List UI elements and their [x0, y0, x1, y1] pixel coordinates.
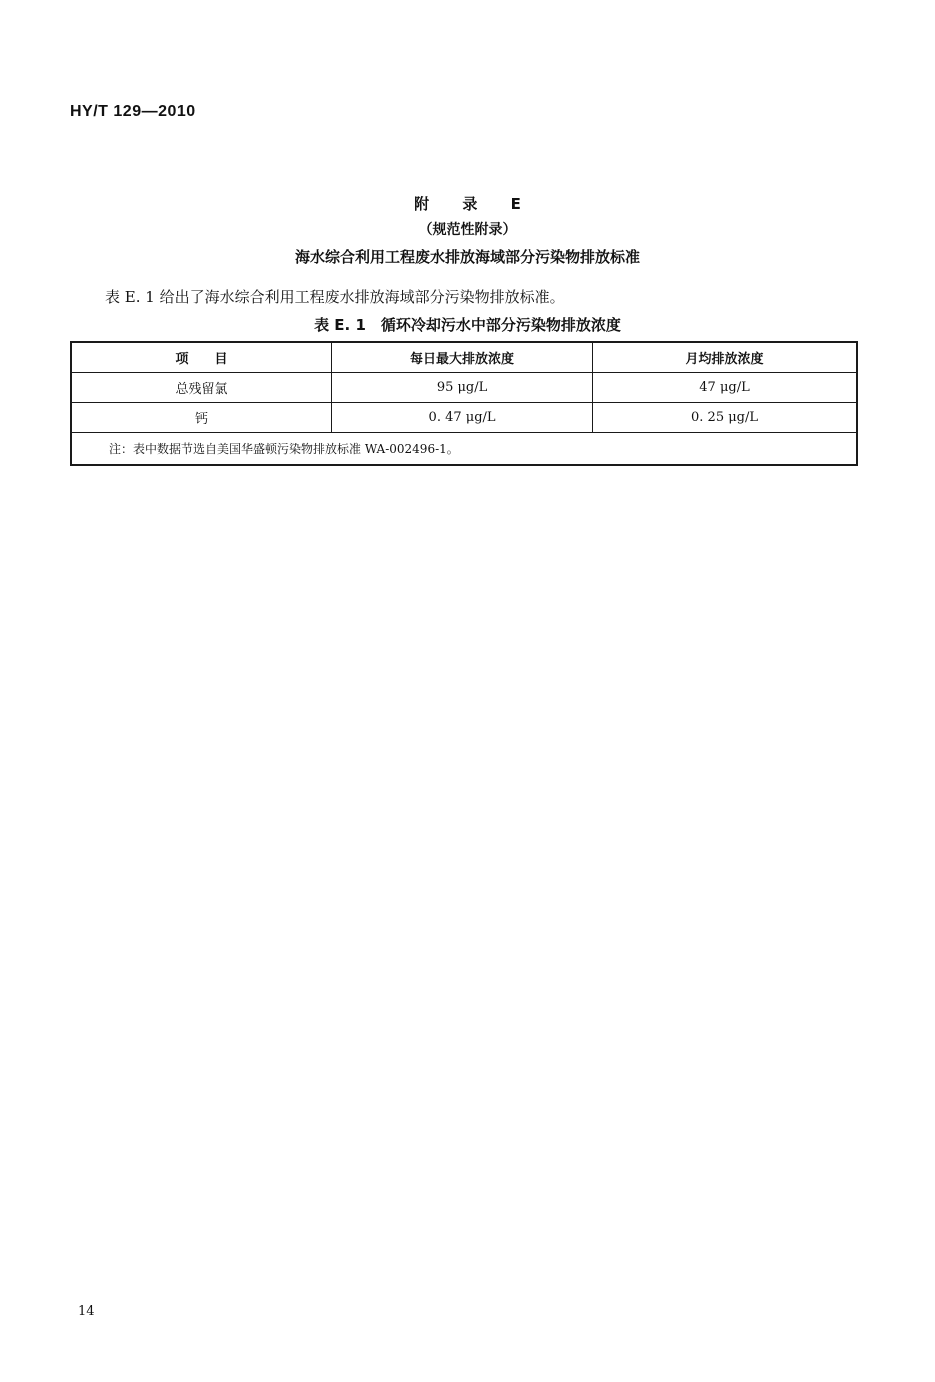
table-note-row: [71, 433, 857, 466]
cell-daily-max: 0. 47 μg/L: [332, 403, 593, 433]
cell-monthly-avg: 47 μg/L: [593, 373, 857, 403]
page-number: 14: [78, 1304, 95, 1319]
header-daily-max: 每日最大排放浓度: [332, 342, 593, 373]
table-caption: 表 E. 1 循环冷却污水中部分污染物排放浓度: [314, 316, 621, 334]
intro-paragraph: 表 E. 1 给出了海水综合利用工程废水排放海域部分污染物排放标准。: [105, 288, 565, 306]
annex-type: （规范性附录）: [418, 222, 517, 238]
cell-monthly-avg: 0. 25 μg/L: [593, 403, 857, 433]
table-row: [71, 403, 857, 433]
cell-item: 钙: [71, 403, 332, 433]
table-note: 注：表中数据节选自美国华盛顿污染物排放标准 WA-002496-1。: [71, 433, 857, 466]
annex-title: 附 录 E: [414, 195, 535, 213]
cell-item: 总残留氯: [71, 373, 332, 403]
header-monthly-avg: 月均排放浓度: [593, 342, 857, 373]
cell-daily-max: 95 μg/L: [332, 373, 593, 403]
annex-name: 海水综合利用工程废水排放海域部分污染物排放标准: [294, 248, 640, 266]
emission-table: [70, 341, 858, 466]
table-row: [71, 373, 857, 403]
table-header-row: [71, 342, 857, 373]
standard-code: HY/T 129—2010: [70, 103, 196, 120]
header-item: 项 目: [71, 342, 332, 373]
